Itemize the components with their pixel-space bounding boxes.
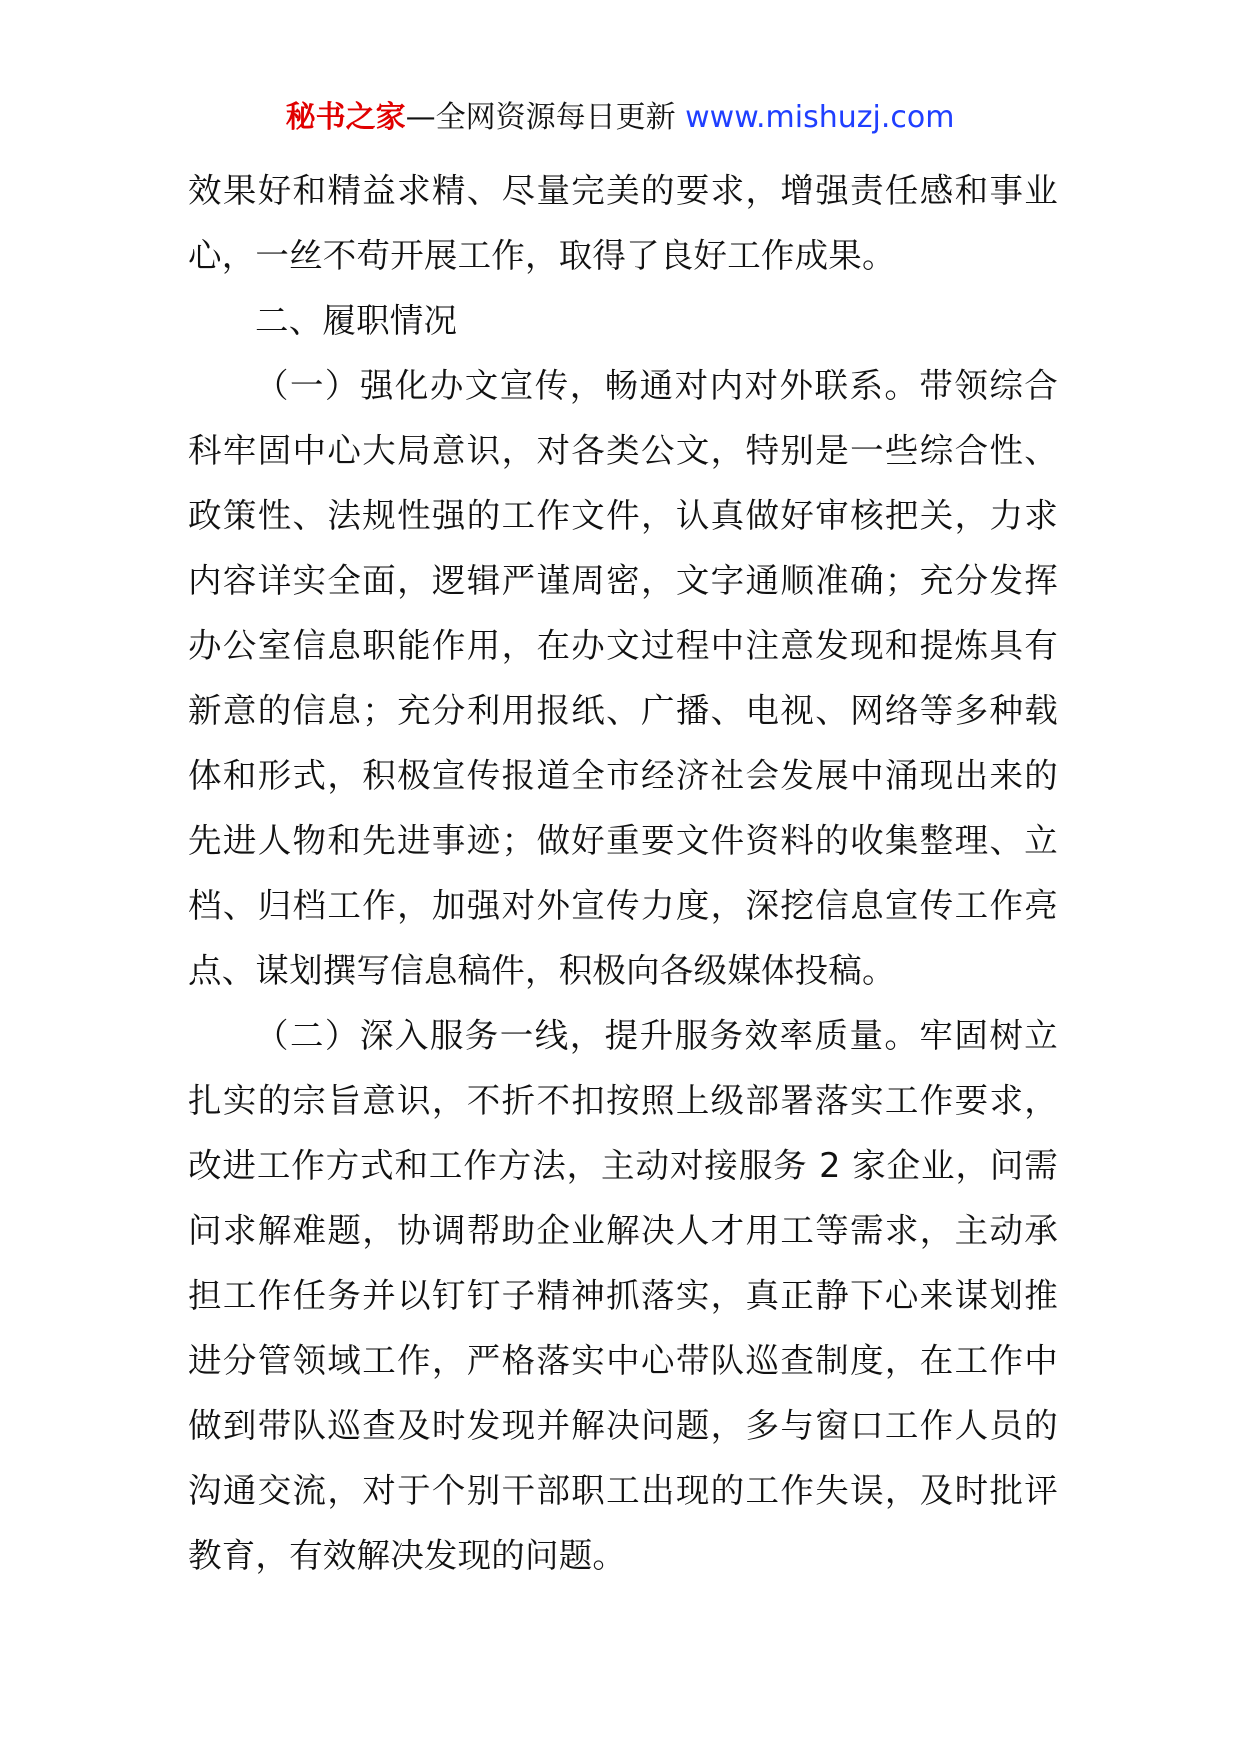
paragraph-item-2: （二）深入服务一线，提升服务效率质量。牢固树立扎实的宗旨意识，不折不扣按照上级部署落实工作要求，改进工作方式和工作方法，主动对接服务 2 家企业，问需问求解难题，协调帮助企业解决人才用工等需求，主动承担工作任务并以钉钉子精神抓落实，真正静下心来谋划推进分管领域工作，严格落实中心带队巡查制度，在工作中做到带队巡查及时发现并解决问题，多与窗口工作人员的沟通交流，对于个别干部职工出现的工作失误，及时批评教育，有效解决发现的问题。 <box>188 1016 1058 1575</box>
site-url-link[interactable]: www.mishuzj.com <box>685 100 955 135</box>
header-slogan: —全网资源每日更新 <box>405 100 676 135</box>
brand-name: 秘书之家 <box>285 100 406 135</box>
paragraph-item-1: （一）强化办文宣传，畅通对内对外联系。带领综合科牢固中心大局意识，对各类公文，特别是一些综合性、政策性、法规性强的工作文件，认真做好审核把关，力求内容详实全面，逻辑严谨周密，文字通顺准确；充分发挥办公室信息职能作用，在办文过程中注意发现和提炼具有新意的信息；充分利用报纸、广播、电视、网络等多种载体和形式，积极宣传报道全市经济社会发展中涌现出来的先进人物和先进事迹；做好重要文件资料的收集整理、立档、归档工作，加强对外宣传力度，深挖信息宣传工作亮点、谋划撰写信息稿件，积极向各级媒体投稿。 <box>188 366 1058 990</box>
section-heading: 二、履职情况 <box>255 301 458 340</box>
document-body <box>188 158 1058 1588</box>
site-header <box>0 98 1240 138</box>
paragraph-continuation: 效果好和精益求精、尽量完美的要求，增强责任感和事业心，一丝不苟开展工作，取得了良好工作成果。 <box>188 171 1058 275</box>
